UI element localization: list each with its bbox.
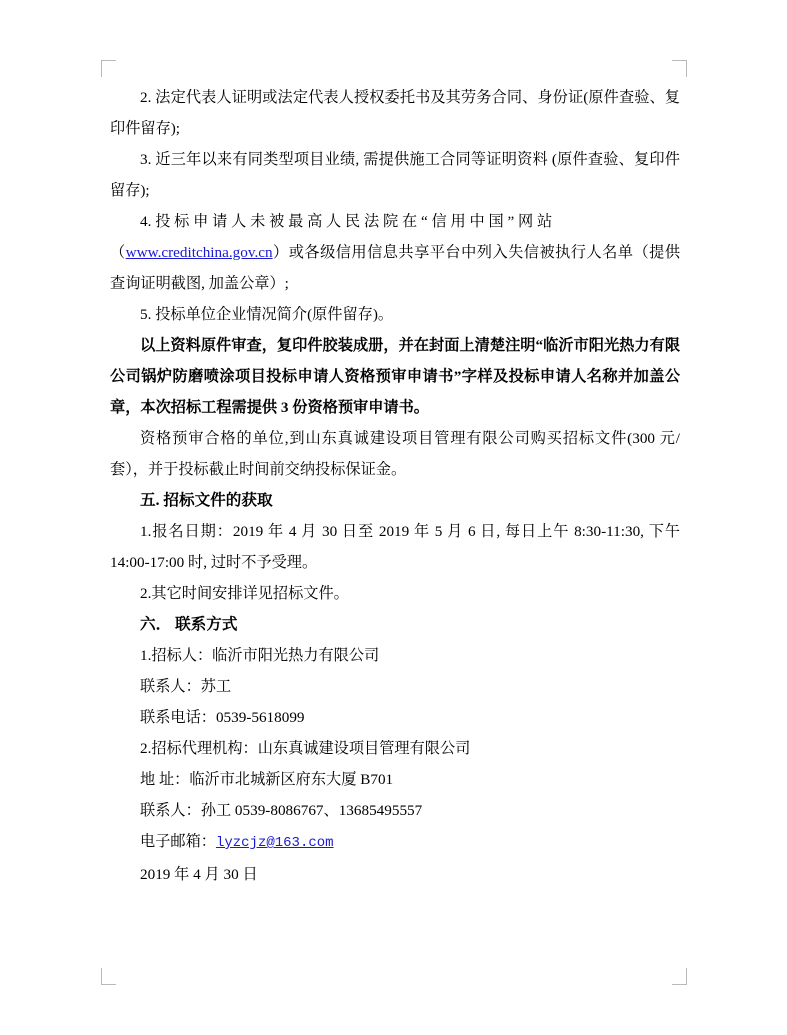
page-corner-mark-bottom-left	[101, 968, 116, 985]
paren-open: （	[110, 244, 126, 261]
submission-instructions-paragraph: 以上资料原件审查，复印件胶装成册，并在封面上清楚注明“临沂市阳光热力有限公司锅炉防磨喷涂项目投标申请人资格预审申请书”字样及投标申请人名称并加盖公章，本次招标工程需提供 3 份资格预审申请书。	[110, 337, 680, 416]
qualification-purchase-paragraph: 资格预审合格的单位,到山东真诚建设项目管理有限公司购买招标文件(300 元/套），并于投标截止时间前交纳投标保证金。	[110, 430, 680, 478]
creditchina-link[interactable]: www.creditchina.gov.cn	[125, 244, 273, 261]
section-heading-six: 六． 联系方式	[140, 616, 238, 633]
requirement-item-2: 2. 法定代表人证明或法定代表人授权委托书及其劳务合同、身份证(原件查验、复印件留存);	[110, 89, 680, 137]
email-line	[110, 826, 680, 859]
requirement-item-4-text-after: ）或各级信用信息共享平台中列入失信被执行人名单（提供查询证明截图, 加盖公章）;	[110, 244, 681, 292]
page-corner-mark-bottom-right	[672, 968, 687, 985]
agency-address-line: 地 址：临沂市北城新区府东大厦 B701	[140, 771, 394, 788]
email-label: 电子邮箱：	[140, 833, 216, 850]
document-body	[110, 82, 680, 890]
page-corner-mark-top-right	[672, 60, 687, 77]
requirement-item-4	[110, 206, 680, 299]
contact-phone-line: 联系电话：0539-5618099	[140, 709, 305, 726]
section-five-item-2: 2.其它时间安排详见招标文件。	[140, 585, 349, 602]
section-heading-five: 五. 招标文件的获取	[140, 492, 273, 509]
email-link[interactable]: lyzcjz@163.com	[215, 835, 334, 851]
contact-person-line: 联系人：苏工	[140, 678, 232, 695]
requirement-item-3: 3. 近三年以来有同类型项目业绩, 需提供施工合同等证明资料 (原件查验、复印件留存);	[110, 151, 680, 199]
page-corner-mark-top-left	[101, 60, 116, 77]
requirement-item-5: 5. 投标单位企业情况简介(原件留存)。	[140, 306, 394, 323]
agency-contact-line: 联系人：孙工 0539-8086767、13685495557	[140, 802, 423, 819]
section-six-item-1: 1.招标人：临沂市阳光热力有限公司	[140, 647, 380, 664]
document-date: 2019 年 4 月 30 日	[140, 866, 258, 883]
section-six-item-2: 2.招标代理机构：山东真诚建设项目管理有限公司	[140, 740, 471, 757]
requirement-item-4-text-before: 4. 投 标 申 请 人 未 被 最 高 人 民 法 院 在 “ 信 用 中 国 ” 网 站	[140, 213, 553, 230]
section-five-item-1: 1.报名日期：2019 年 4 月 30 日至 2019 年 5 月 6 日, 每日上午 8:30-11:30, 下午 14:00-17:00 时, 过时不予受理。	[110, 523, 680, 571]
